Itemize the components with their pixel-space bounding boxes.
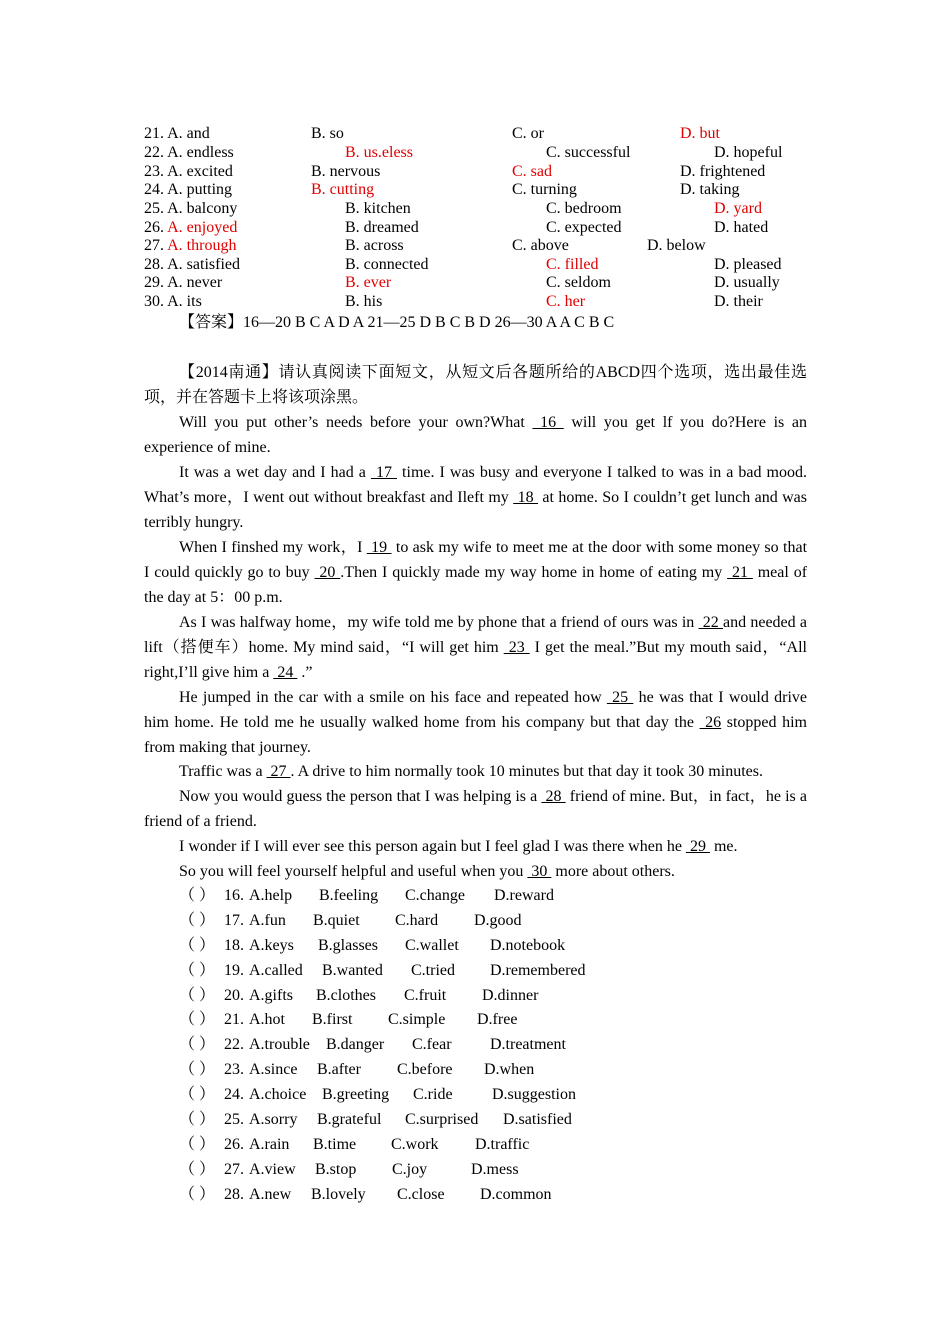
- option-c: C.before: [397, 1061, 453, 1078]
- option-d: D. their: [714, 293, 763, 310]
- passage-paragraph: It was a wet day and I had a 17 time. I was busy and everyone I talked to was in a bad mood. What’s more，I went out without breakfast and Ileft my 18 at home. So I couldn’t get lunch and was terribly hungry.: [144, 464, 808, 531]
- option-b: B.quiet: [313, 912, 360, 929]
- option-c: C.ride: [413, 1086, 453, 1103]
- option-c-correct: C. sad: [512, 163, 552, 180]
- option-a: A.hot: [249, 1011, 285, 1028]
- option-d-correct: D. but: [680, 125, 720, 142]
- option-c: C.change: [405, 887, 465, 904]
- blank-16: 16: [532, 414, 564, 431]
- answer-paren[interactable]: （ ）: [179, 887, 216, 904]
- option-b: B. so: [311, 125, 344, 142]
- option-a: A.keys: [249, 937, 294, 954]
- option-a-correct: A. through: [167, 237, 237, 254]
- option-d: D.dinner: [482, 987, 539, 1004]
- option-d: D.satisfied: [503, 1111, 572, 1128]
- answer-paren[interactable]: （ ）: [179, 1186, 216, 1203]
- option-c: C.simple: [388, 1011, 446, 1028]
- blank-30: 30: [527, 863, 552, 880]
- option-d: D.remembered: [490, 962, 586, 979]
- answer-paren[interactable]: （ ）: [179, 937, 216, 954]
- option-number: 26. A. enjoyed: [144, 219, 238, 236]
- option-c: C. expected: [546, 219, 622, 236]
- option-number: 22. A. endless: [144, 144, 234, 161]
- option-c: C.tried: [411, 962, 455, 979]
- option-c-correct: C. filled: [546, 256, 599, 273]
- option-d: D.free: [477, 1011, 518, 1028]
- option-c: C. seldom: [546, 274, 611, 291]
- option-number: 25. A. balcony: [144, 200, 238, 217]
- answer-paren[interactable]: （ ）: [179, 1136, 216, 1153]
- option-d: D. taking: [680, 181, 740, 198]
- blank-24: 24: [273, 664, 298, 681]
- passage-paragraph: As I was halfway home，my wife told me by phone that a friend of ours was in 22 and needed a lift（搭便车）home. My mind said，“I will get him 23 I get the meal.”But my mouth said，“All right,I’ll give him a 24 .”: [144, 614, 808, 681]
- option-a: A.sorry: [249, 1111, 298, 1128]
- option-c-correct: C. her: [546, 293, 586, 310]
- passage-paragraph: Traffic was a 27 . A drive to him normally took 10 minutes but that day it took 30 minutes.: [179, 763, 763, 780]
- option-number: 29. A. never: [144, 274, 223, 291]
- option-c: C.work: [391, 1136, 439, 1153]
- blank-21: 21: [727, 564, 753, 581]
- option-d: D.mess: [471, 1161, 519, 1178]
- option-a: A.view: [249, 1161, 296, 1178]
- blank-20: 20: [314, 564, 341, 581]
- option-b: B.time: [313, 1136, 357, 1153]
- option-d: D. below: [647, 237, 706, 254]
- option-b-correct: B. ever: [345, 274, 392, 291]
- answer-paren[interactable]: （ ）: [179, 1086, 216, 1103]
- option-number: 23. A. excited: [144, 163, 233, 180]
- option-b: B. his: [345, 293, 383, 310]
- answer-paren[interactable]: （ ）: [179, 1161, 216, 1178]
- option-a: A.called: [249, 962, 303, 979]
- answer-paren[interactable]: （ ）: [179, 1061, 216, 1078]
- option-b: B. nervous: [311, 163, 381, 180]
- option-c: C.surprised: [405, 1111, 479, 1128]
- passage-paragraph: He jumped in the car with a smile on his face and repeated how 25 he was that I would drive him home. He told me he usually walked home from his company but that day the 26 stopped him from making that journey.: [144, 689, 808, 756]
- option-b-correct: B. cutting: [311, 181, 375, 198]
- answer-paren[interactable]: （ ）: [179, 987, 216, 1004]
- option-number: 21. A. and: [144, 125, 210, 142]
- blank-23: 23: [503, 639, 530, 656]
- blank-27: 27: [266, 763, 291, 780]
- option-b: B. connected: [345, 256, 429, 273]
- answer-paren[interactable]: （ ）: [179, 912, 216, 929]
- option-a: A.help: [249, 887, 293, 904]
- option-c: C. above: [512, 237, 569, 254]
- option-number: 27. A. through: [144, 237, 237, 254]
- option-b: B.clothes: [316, 987, 376, 1004]
- answer-paren[interactable]: （ ）: [179, 1011, 216, 1028]
- option-b: B.grateful: [317, 1111, 382, 1128]
- option-d: D. hopeful: [714, 144, 783, 161]
- answer-key: 【答案】16—20 B C A D A 21—25 D B C B D 26—30 A A C B C: [179, 314, 615, 331]
- option-b: B.greeting: [322, 1086, 390, 1103]
- passage-paragraph: Now you would guess the person that I was helping is a 28 friend of mine. But，in fact，he is a friend of a friend.: [144, 788, 807, 830]
- option-b: B.after: [317, 1061, 361, 1078]
- passage-paragraph: I wonder if I will ever see this person again but I feel glad I was there when he 29 me.: [179, 838, 738, 855]
- option-d: D. usually: [714, 274, 780, 291]
- option-d: D.when: [484, 1061, 535, 1078]
- option-b: B.lovely: [311, 1186, 366, 1203]
- option-d: D.traffic: [475, 1136, 530, 1153]
- answer-paren[interactable]: （ ）: [179, 1036, 216, 1053]
- passage-paragraph: When I finshed my work，I 19 to ask my wife to meet me at the door with some money so that I could quickly go to buy 20 .Then I quickly made my way home in home of eating my 21 meal of the day at 5：00 p.m.: [144, 539, 808, 606]
- option-a-correct: A. enjoyed: [167, 219, 238, 236]
- option-c: C. successful: [546, 144, 631, 161]
- option-d-correct: D. yard: [714, 200, 762, 217]
- option-b: B. dreamed: [345, 219, 419, 236]
- blank-18: 18: [513, 489, 538, 506]
- option-d: D. frightened: [680, 163, 766, 180]
- option-b-correct: B. us.eless: [345, 144, 413, 161]
- option-b: B.wanted: [322, 962, 383, 979]
- option-d: D. hated: [714, 219, 769, 236]
- option-a: A.gifts: [249, 987, 293, 1004]
- option-c: C.hard: [395, 912, 439, 929]
- option-number: 24. A. putting: [144, 181, 233, 198]
- option-a: A.since: [249, 1061, 298, 1078]
- blank-26: 26: [699, 714, 722, 731]
- passage-paragraph: Will you put other’s needs before your own?What 16 will you get lf you do?Here is an experience of mine.: [144, 414, 808, 456]
- option-b: B.glasses: [318, 937, 378, 954]
- option-c: C. bedroom: [546, 200, 622, 217]
- option-b: B.feeling: [319, 887, 379, 904]
- option-b: B. kitchen: [345, 200, 411, 217]
- blank-22: 22: [698, 614, 724, 631]
- option-a: A.trouble: [249, 1036, 310, 1053]
- passage-paragraph: So you will feel yourself helpful and useful when you 30 more about others.: [179, 863, 675, 880]
- option-a: A.fun: [249, 912, 286, 929]
- blank-17: 17: [370, 464, 398, 481]
- option-d: D.good: [474, 912, 522, 929]
- option-d: D.suggestion: [492, 1086, 576, 1103]
- option-a: A.new: [249, 1186, 292, 1203]
- blank-29: 29: [685, 838, 710, 855]
- option-c: C.fear: [412, 1036, 452, 1053]
- option-b: B. across: [345, 237, 404, 254]
- option-c: C.close: [397, 1186, 445, 1203]
- option-b: B.stop: [315, 1161, 357, 1178]
- option-c: C.wallet: [405, 937, 459, 954]
- option-d: D.notebook: [490, 937, 566, 954]
- option-number: 28. A. satisfied: [144, 256, 240, 273]
- option-d: D.common: [480, 1186, 552, 1203]
- answer-paren[interactable]: （ ）: [179, 962, 216, 979]
- option-d: D.treatment: [490, 1036, 566, 1053]
- option-number: 30. A. its: [144, 293, 202, 310]
- option-c: C.fruit: [404, 987, 447, 1004]
- answer-paren[interactable]: （ ）: [179, 1111, 216, 1128]
- option-d: D.reward: [494, 887, 554, 904]
- option-b: B.danger: [326, 1036, 385, 1053]
- option-c: C. or: [512, 125, 544, 142]
- option-a: A.choice: [249, 1086, 307, 1103]
- blank-28: 28: [541, 788, 566, 805]
- option-d: D. pleased: [714, 256, 782, 273]
- intro-instructions: 【2014南通】请认真阅读下面短文，从短文后各题所给的ABCD四个选项，选出最佳选项，并在答题卡上将该项涂黑。: [144, 364, 807, 406]
- option-b: B.first: [312, 1011, 353, 1028]
- option-c: C. turning: [512, 181, 577, 198]
- option-c: C.joy: [392, 1161, 428, 1178]
- blank-25: 25: [606, 689, 634, 706]
- option-a: A.rain: [249, 1136, 290, 1153]
- blank-19: 19: [366, 539, 392, 556]
